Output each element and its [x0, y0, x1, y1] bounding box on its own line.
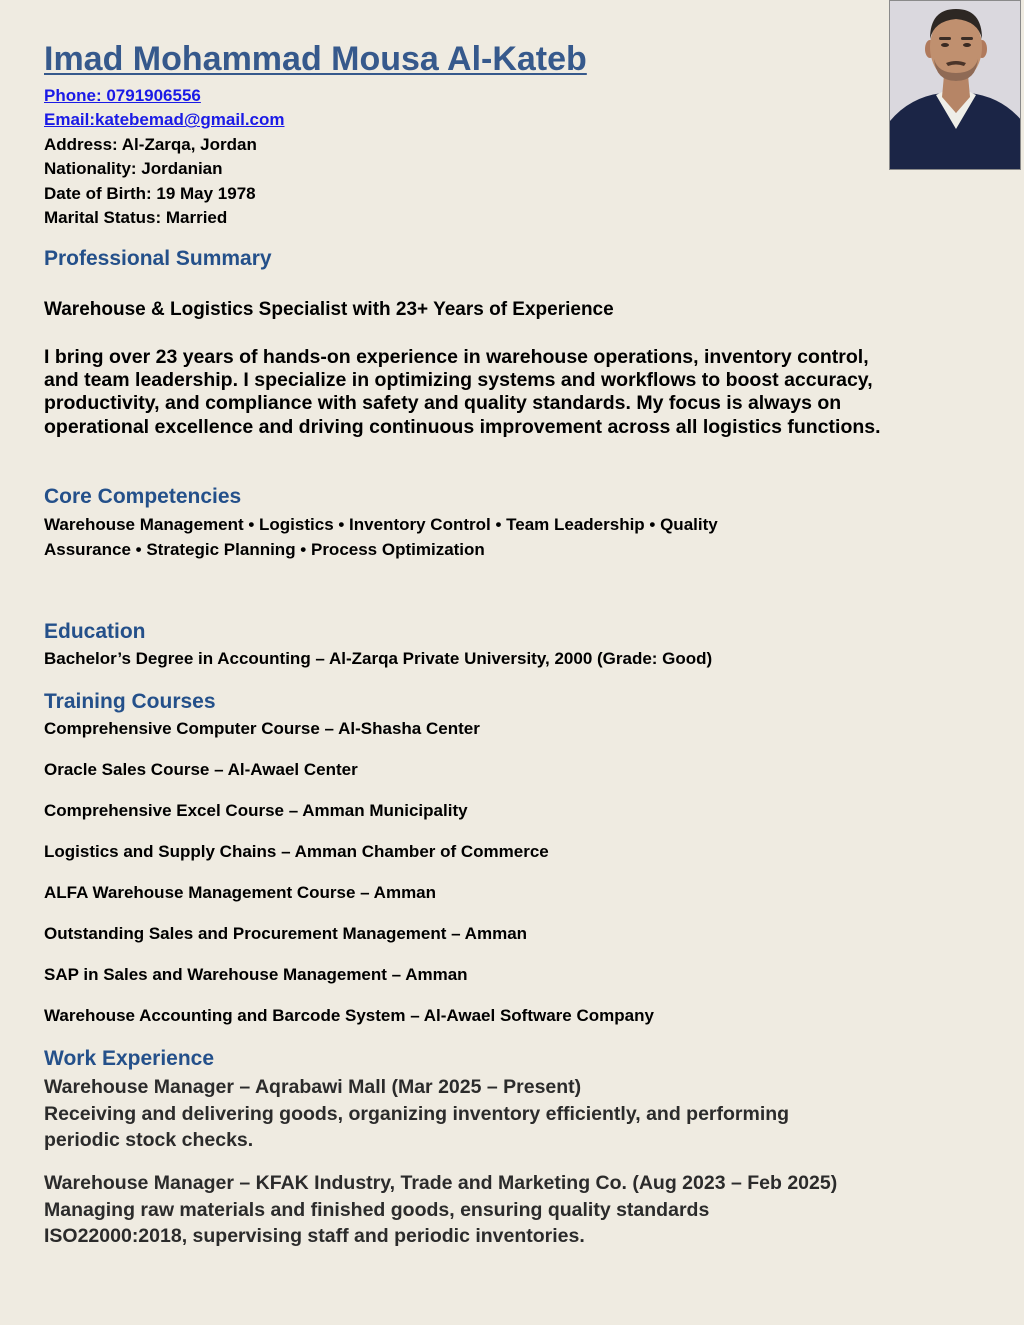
training-item: Outstanding Sales and Procurement Management – Amman — [44, 924, 528, 943]
education-entry: Bachelor’s Degree in Accounting – Al-Zarqa Private University, 2000 (Grade: Good) — [44, 649, 713, 668]
training-item: Warehouse Accounting and Barcode System – Al-Awael Software Company — [44, 1006, 654, 1025]
competencies-list: Warehouse Management • Logistics • Inventory Control • Team Leadership • Quality Assurance • Strategic Planning • Process Optimization — [44, 515, 718, 559]
job-description: Receiving and delivering goods, organizing inventory efficiently, and performing periodic stock checks. — [44, 1103, 790, 1151]
competencies-heading: Core Competencies — [44, 485, 242, 508]
training-item: Logistics and Supply Chains – Amman Chamber of Commerce — [44, 842, 549, 861]
training-item: SAP in Sales and Warehouse Management – Amman — [44, 965, 468, 984]
summary-body: I bring over 23 years of hands-on experience in warehouse operations, inventory control, and team leadership. I specialize in optimizing systems and workflows to boost accuracy, productivity, and compliance with safety and quality standards. My focus is always on operational excellence and driving continuous improvement across all logistics functions. — [44, 346, 881, 438]
email-link[interactable]: Email:katebemad@gmail.com — [44, 110, 285, 130]
portrait-image — [890, 1, 1021, 170]
nationality: Nationality: Jordanian — [44, 159, 223, 179]
training-item: Comprehensive Excel Course – Amman Municipality — [44, 801, 468, 820]
training-heading: Training Courses — [44, 690, 216, 713]
marital-status: Marital Status: Married — [44, 208, 228, 228]
date-of-birth: Date of Birth: 19 May 1978 — [44, 183, 256, 203]
experience-heading: Work Experience — [44, 1047, 215, 1070]
education-heading: Education — [44, 620, 146, 643]
summary-title: Warehouse & Logistics Specialist with 23+ Years of Experience — [44, 299, 614, 320]
job-title: Warehouse Manager – KFAK Industry, Trade and Marketing Co. (Aug 2023 – Feb 2025) — [44, 1172, 838, 1194]
training-item: ALFA Warehouse Management Course – Amman — [44, 883, 437, 902]
profile-photo — [889, 0, 1021, 170]
training-item: Comprehensive Computer Course – Al-Shasha Center — [44, 719, 480, 738]
job-description: Managing raw materials and finished goods, ensuring quality standards ISO22000:2018, supervising staff and periodic inventories. — [44, 1199, 710, 1247]
phone-link[interactable]: Phone: 0791906556 — [44, 86, 201, 105]
summary-heading: Professional Summary — [44, 247, 272, 270]
address: Address: Al-Zarqa, Jordan — [44, 134, 257, 154]
candidate-name: Imad Mohammad Mousa Al-Kateb — [44, 40, 587, 78]
job-title: Warehouse Manager – Aqrabawi Mall (Mar 2025 – Present) — [44, 1076, 582, 1098]
contact-info — [44, 84, 285, 230]
training-item: Oracle Sales Course – Al-Awael Center — [44, 760, 358, 779]
